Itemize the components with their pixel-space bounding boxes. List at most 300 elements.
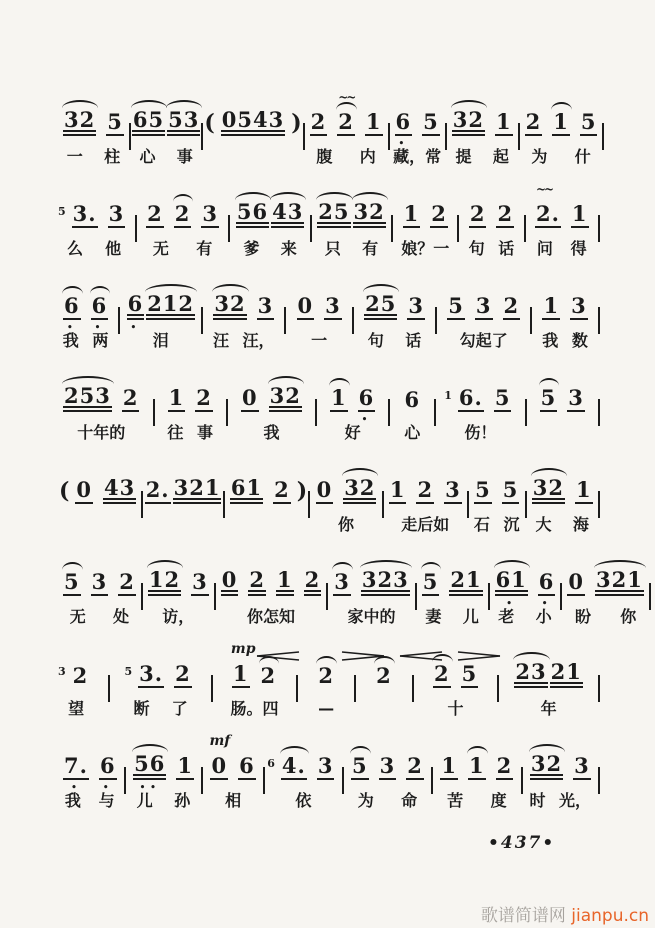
note-text: 1 [177,753,193,778]
measure [235,196,305,258]
note-group [403,389,421,412]
slur-icon [594,560,646,568]
slur-icon [374,656,395,664]
note-text: 0543 [221,109,285,136]
measure [58,380,144,442]
note-text: 3 [257,293,274,318]
note-text: 43 [271,201,304,228]
lyric-syllable: 十年的 [77,423,126,442]
note-text: 2 [431,201,447,226]
grace-note: 1 [444,389,452,402]
slur-icon [270,192,306,200]
lyric-syllable: 藏，常 [393,147,442,166]
note-text: 3 [317,753,334,778]
slur-icon [467,746,488,754]
note-text: 212 [146,293,195,320]
measure [444,380,516,442]
measure [537,288,592,350]
lyric-syllable: 了 [171,699,188,718]
note-text: 0 [297,293,314,318]
slur-icon [363,284,399,292]
lyrics-row [444,424,516,442]
note-text: 3 [334,569,350,594]
note-group [571,203,589,228]
notes-row [58,104,129,136]
note-text: 1 [553,109,569,134]
note-group [72,665,90,688]
note-text: 25 [364,293,397,320]
slur-icon [90,286,111,294]
slur-icon [268,376,304,384]
measure [292,288,347,350]
barline [521,767,523,794]
notes-row [124,656,196,688]
note-text: 21 [550,661,583,688]
barline [598,767,600,794]
note-text: 3 [568,385,584,410]
notes-row [325,380,380,426]
note-text: 2 [525,109,542,134]
barline [649,583,651,610]
note-group [316,479,334,504]
note-group [310,111,328,136]
slur-icon [62,376,114,384]
note-text: 2 [304,569,322,596]
measure [236,380,307,442]
lyrics-row [447,148,518,166]
measure [208,288,279,350]
measure [143,564,214,626]
lyric-syllable: 时 [529,791,546,810]
note-group [430,203,448,228]
lyric-syllable: 心 [139,147,156,166]
note-group [444,479,462,504]
lyric-syllable: 命 [401,791,418,810]
lyrics-row [398,424,426,442]
slur-icon [350,746,371,754]
note-text: 6 [91,293,108,318]
slur-icon [342,468,378,476]
watermark [481,901,649,926]
barline [602,123,604,150]
barline [211,675,213,702]
trill-icon: ~~ [535,182,553,196]
lyric-syllable: 么 [67,239,84,258]
lyric-syllable: 勾起了 [459,331,508,350]
dynamic-mark: mf [209,733,231,749]
note-text: 0 [76,477,93,502]
note-text: 1 [168,385,185,410]
notes-row [530,182,594,228]
notes-row [469,472,524,504]
low-octave-dot: • [94,321,105,334]
note-text: 5 [494,385,511,410]
note-text: 5 [352,753,368,778]
notes-row [58,564,141,596]
notes-row [58,656,94,688]
note-text: 2 [196,385,212,410]
note-text: 6 [395,109,412,134]
measure [312,656,340,718]
barline [226,399,228,426]
slur-icon [62,286,83,294]
note-text: 23 [514,661,547,688]
note-group [550,661,583,688]
note-text: 32 [353,201,386,228]
close-paren: ) [296,477,308,504]
note-group [542,295,560,320]
lyrics-row [384,516,467,534]
dynamic-mark: mp [230,641,256,657]
grace-note: 5 [58,205,66,218]
barline [342,767,344,794]
notes-row [225,472,308,504]
note-text: 0 [221,569,239,596]
note-group [502,479,520,504]
note-text: 0 [211,753,228,778]
barline [310,215,312,242]
measure [267,748,339,810]
lyrics-row [163,424,218,442]
note-text: 12 [148,569,181,596]
lyric-syllable: 什 [574,147,591,166]
slur-icon [432,654,453,662]
notes-row [126,288,196,334]
lyric-syllable: 访， [162,607,195,626]
measure [428,656,483,718]
low-octave-dot: • [541,597,552,610]
note-group [72,203,98,228]
note-text: 56 [236,201,269,228]
measure [398,196,453,258]
note-group [317,201,350,228]
lyrics-row [312,700,340,718]
measure [124,656,196,718]
slur-icon [235,192,271,200]
notes-row [537,288,592,320]
notes-row [384,472,467,504]
notes-row [520,104,603,136]
note-group [63,109,96,136]
measure [384,472,467,534]
lyrics-row [235,240,305,258]
lyrics-row [292,332,347,350]
note-group [570,295,588,320]
lyrics-row [530,240,594,258]
note-group [91,293,109,334]
note-group [269,385,302,412]
slur-icon [62,100,98,108]
note-group [422,111,440,136]
lyric-syllable: 腹 [316,147,333,166]
note-text: 2 [407,753,423,778]
measure [535,380,590,424]
score-line [58,456,600,548]
note-group [132,109,165,136]
lyric-syllable: 数 [571,331,588,350]
page-number: •437• [488,833,556,853]
measure [58,288,113,350]
barline [412,675,414,702]
note-text: 32 [213,293,246,320]
notes-row [292,288,347,320]
note-group [271,201,304,228]
note-text: 323 [361,569,410,596]
note-text: 2 [119,569,135,594]
note-text: 3 [91,569,108,594]
note-text: 1 [495,109,512,134]
note-text: 1 [232,661,249,686]
notes-row [236,380,307,412]
note-text: 5 [461,661,478,686]
lyric-syllable: 你怎知 [246,607,295,626]
lyrics-row [311,516,382,534]
lyric-syllable: 儿 [136,791,153,810]
slur-icon [212,284,248,292]
lyrics-row [520,148,603,166]
note-group [281,755,307,780]
note-text: 3 [108,201,125,226]
grace-note: 6 [267,757,275,770]
note-text: 5 [580,109,597,134]
note-text: 2 [248,569,266,596]
note-text: 1 [576,477,592,502]
notes-row [58,288,113,334]
lyric-syllable: 苦 [447,791,464,810]
barline [391,215,393,242]
measure [447,104,518,166]
measure [58,564,141,626]
notes-row [328,564,414,596]
note-group [440,755,458,780]
lyric-syllable: 汪 [213,331,230,350]
lyrics-row [435,792,518,810]
barline [525,399,527,426]
note-group [538,569,556,610]
note-group [176,755,194,780]
note-group [174,663,192,688]
barline [431,767,433,794]
open-paren: ( [204,109,215,136]
measure [58,472,141,516]
note-text: 1 [276,569,294,596]
barline [315,399,317,426]
note-text: 32 [63,109,96,136]
note-group [573,755,591,780]
note-group [514,661,547,688]
note-text: 6. [458,385,483,410]
note-group [525,111,543,136]
barline [296,675,298,702]
lyrics-row [537,332,592,350]
lyrics-row [305,148,388,166]
lyric-syllable: 提 [455,147,472,166]
note-text: 6 [127,293,145,320]
grace-note: 3 [58,665,66,678]
lyric-syllable: 我 [64,791,81,810]
lyric-syllable: 泪 [152,331,169,350]
notes-row [141,196,224,228]
note-text: 25 [317,201,350,228]
score-line [58,88,600,180]
note-group [103,477,136,504]
note-group [530,753,563,780]
note-group [241,387,259,412]
lyrics-row [316,240,386,258]
notes-row [131,104,201,136]
note-text: 65 [132,109,165,136]
lyric-syllable: 孙 [174,791,191,810]
lyrics-row [325,424,380,442]
note-text: 253 [63,385,112,412]
lyric-syllable: 海 [572,515,589,534]
barline [497,675,499,702]
lyrics-row [525,792,596,810]
note-group [422,571,440,596]
measure [417,564,488,626]
note-text: 2 [274,477,290,502]
note-group [535,182,561,228]
notes-row [312,656,340,688]
note-group [99,753,117,794]
note-group [276,569,294,596]
note-group [191,571,209,596]
note-group [469,203,487,228]
barline [434,399,436,426]
note-group [474,479,492,504]
lyrics-row [216,608,327,626]
slur-icon [494,560,530,568]
note-text: 5 [107,109,123,134]
measure [311,472,382,534]
notes-row [205,733,260,780]
barline [135,215,137,242]
notes-row [208,288,279,320]
lyric-syllable: 内 [359,147,376,166]
barline [388,399,390,426]
lyrics-row [398,240,453,258]
slur-icon [132,744,168,752]
lyrics-row [58,792,122,810]
note-text: 3 [192,569,208,594]
lyrics-row [143,608,214,626]
barline [598,215,600,242]
lyrics-row [58,608,141,626]
slur-icon [529,744,565,752]
note-group [540,387,558,412]
note-text: 5 [423,109,439,134]
lyric-syllable: 话 [405,331,422,350]
measure [225,472,308,516]
measure [205,733,260,810]
barline [457,215,459,242]
measure [370,656,398,700]
notes-row [535,380,590,412]
note-text: 2 [147,201,163,226]
measure [328,564,414,626]
measure [469,472,524,534]
note-group [337,90,355,136]
measure [562,564,648,626]
note-group [343,477,376,504]
barline [352,307,354,334]
note-text: 5 [448,293,464,318]
lyric-syllable: 娘？一 [401,239,450,258]
note-text: 53 [167,109,200,136]
notes-row [58,380,144,412]
lyric-syllable: 往 [167,423,184,442]
note-group [358,385,376,426]
note-group [449,569,482,596]
note-text: 1 [469,753,485,778]
note-text: 3 [202,201,218,226]
slur-icon [513,652,549,660]
lyrics-row [205,792,260,810]
lyrics-row [527,516,598,534]
score [58,88,643,824]
notes-row [562,564,648,596]
lyric-syllable: 沉 [503,515,520,534]
barline [153,399,155,426]
lyrics-row [390,148,445,166]
lyrics-row [227,700,282,718]
slur-icon [332,562,353,570]
note-text: 2 [496,753,513,778]
lyrics-row [513,700,583,718]
notes-row [143,564,214,596]
notes-row [267,748,339,780]
barline [524,215,526,242]
barline [530,307,532,334]
note-text: 3 [574,753,590,778]
note-text: 1 [331,385,347,410]
notes-row [417,564,488,596]
notes-row [58,748,122,794]
note-group [221,109,285,136]
note-text: 2 [260,663,277,688]
note-group [407,295,425,320]
note-text: 7. [64,753,88,778]
lyric-syllable: 起 [492,147,509,166]
note-group [389,479,407,504]
notes-row [442,288,525,320]
note-group [503,295,521,320]
low-octave-dot: • [361,413,372,426]
note-text: 2 [175,661,191,686]
note-text: 3 [379,753,396,778]
lyric-syllable: 心 [404,423,421,442]
lyrics-row [267,792,339,810]
score-line [58,272,600,364]
low-octave-dot: • [102,781,113,794]
slur-icon [316,192,352,200]
note-group [133,751,166,794]
score-line [58,180,600,272]
note-group [379,755,397,780]
note-text: 4. [281,753,306,778]
barline [124,767,126,794]
notes-row [447,104,518,136]
lyric-syllable: 我 [542,331,559,350]
notes-row [235,196,305,228]
lyrics-row [417,608,488,626]
note-text: 2. [145,477,170,502]
note-text: 6 [64,293,80,318]
notes-row [311,472,382,504]
notes-row [58,472,141,504]
measure [520,104,603,166]
lyrics-row [58,332,113,350]
